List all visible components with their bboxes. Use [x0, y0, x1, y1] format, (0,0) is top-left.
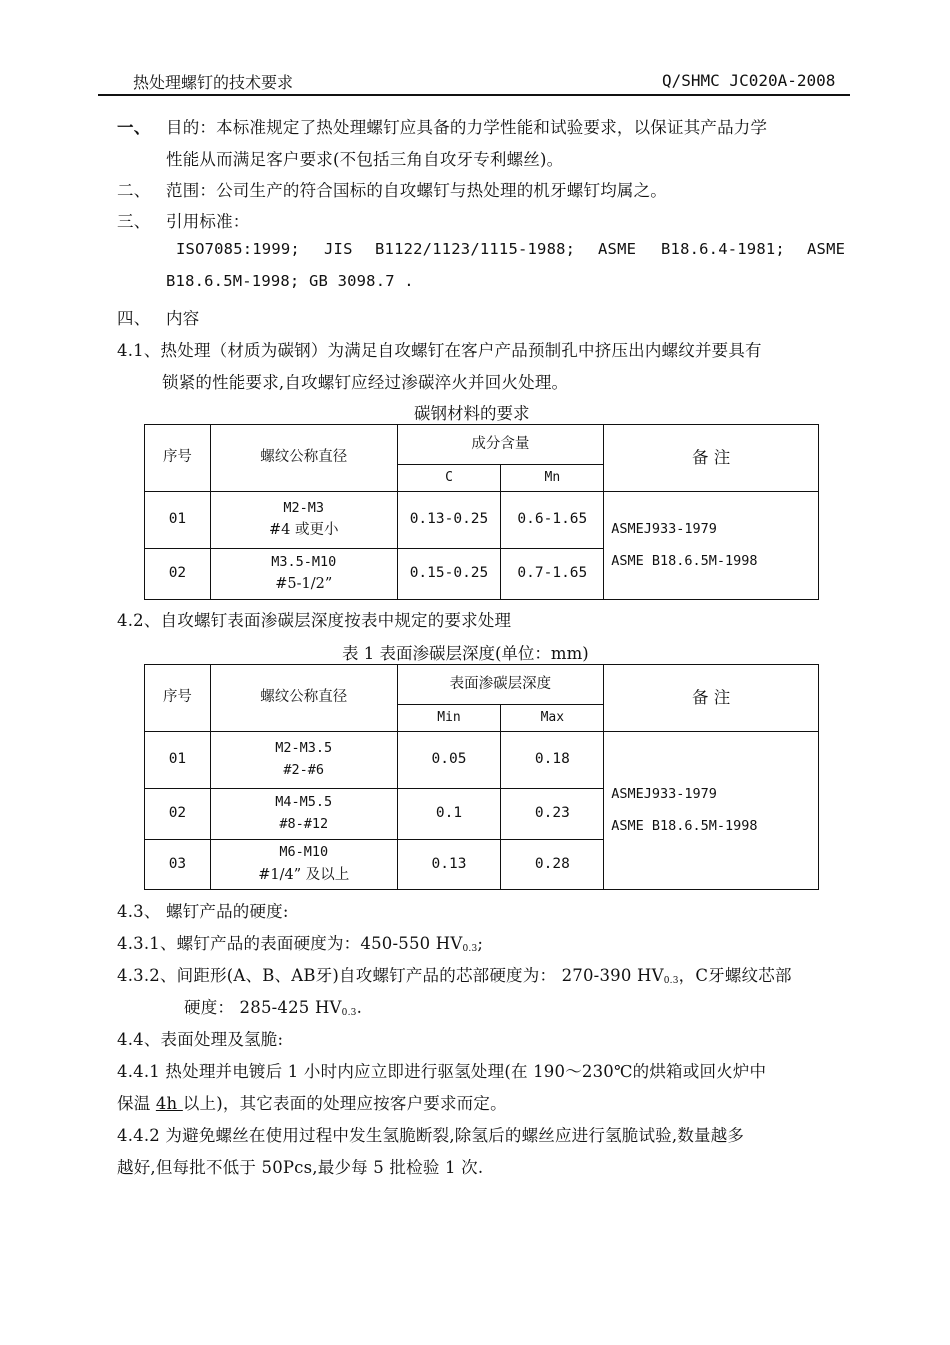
- table-row: [145, 732, 819, 789]
- paragraph-4-1-cont: 锁紧的性能要求,自攻螺钉应经过渗碳淬火并回火处理。: [162, 373, 569, 392]
- diameter-metric: M6-M10: [279, 844, 329, 861]
- cell-note: [604, 492, 819, 600]
- hv-subscript: 0.3: [663, 976, 679, 986]
- note-standard: ASME B18.6.5M-1998: [611, 817, 758, 834]
- diameter-imperial: #5-1/2”: [275, 576, 333, 593]
- hv-subscript: 0.3: [341, 1008, 357, 1018]
- punctuation: .: [356, 998, 363, 1017]
- cell-mn: 0.7-1.65: [501, 549, 604, 600]
- table-row: [145, 492, 819, 549]
- core-hardness-text-cont: ，C牙螺纹芯部: [678, 966, 792, 985]
- surface-hardness-text: 4.3.1、螺钉产品的表面硬度为：450-550 HV: [117, 934, 463, 953]
- header-diameter: 螺纹公称直径: [210, 425, 397, 492]
- cell-mn: 0.6-1.65: [501, 492, 604, 549]
- cell-diameter: [210, 840, 397, 890]
- cell-seq: 01: [145, 492, 211, 549]
- diameter-metric: M2-M3.5: [275, 740, 333, 757]
- paragraph-4-4-2-cont: 越好,但每批不低于 50Pcs,最少每 5 批检验 1 次.: [117, 1158, 484, 1177]
- cell-diameter: [210, 549, 397, 600]
- cell-seq: 01: [145, 732, 211, 789]
- paragraph-4-3-1: [117, 930, 483, 954]
- content-heading: 内容: [166, 309, 200, 328]
- reference-item: B18.6.4-1981;: [661, 240, 785, 258]
- header-note: 备 注: [604, 425, 819, 492]
- header-diameter: 螺纹公称直径: [210, 665, 397, 732]
- diameter-metric: M3.5-M10: [271, 553, 337, 570]
- reference-item: ASME: [598, 240, 637, 258]
- carburized-depth-table: [144, 664, 819, 890]
- note-standard: ASME B18.6.5M-1998: [611, 552, 758, 569]
- purpose-text-cont: 性能从而满足客户要求(不包括三角自攻牙专利螺丝)。: [166, 150, 564, 169]
- text: 保温: [117, 1094, 156, 1113]
- diameter-imperial: #8-#12: [279, 816, 329, 832]
- table-caption: 表 1 表面渗碳层深度(单位：mm): [342, 644, 589, 663]
- doc-title: 热处理螺钉的技术要求: [133, 73, 294, 92]
- note-standard: ASMEJ933-1979: [611, 521, 717, 538]
- scope-text: 范围：公司生产的符合国标的自攻螺钉与热处理的机牙螺钉均属之。: [166, 181, 667, 200]
- cell-note: [604, 732, 819, 890]
- header-min: Min: [397, 705, 501, 732]
- cell-min: 0.05: [397, 732, 501, 789]
- cell-min: 0.13: [397, 840, 501, 890]
- paragraph-4-4: 4.4、表面处理及氢脆:: [117, 1030, 284, 1049]
- cell-seq: 02: [145, 549, 211, 600]
- paragraph-4-3: 4.3、 螺钉产品的硬度:: [117, 902, 289, 921]
- header-rule: [98, 94, 850, 96]
- text: 以上)，其它表面的处理应按客户要求而定。: [182, 1094, 507, 1113]
- carbon-steel-table: [144, 424, 819, 600]
- doc-code: Q/SHMC JC020A-2008: [662, 71, 836, 90]
- c-thread-hardness: 硬度： 285-425 HV: [184, 998, 342, 1017]
- cell-diameter: [210, 492, 397, 549]
- header-mn: Mn: [501, 465, 604, 492]
- diameter-imperial: #2-#6: [283, 762, 325, 778]
- diameter-metric: M4-M5.5: [275, 794, 333, 811]
- section-number: 三、: [117, 212, 151, 231]
- diameter-imperial: #1/4” 及以上: [258, 866, 350, 883]
- section-number: 一、: [117, 118, 151, 137]
- reference-item: B1122/1123/1115-1988;: [375, 240, 576, 258]
- purpose-text: 目的：本标准规定了热处理螺钉应具备的力学性能和试验要求，以保证其产品力学: [166, 118, 768, 137]
- references-heading: 引用标准：: [166, 212, 250, 231]
- diameter-metric: M2-M3: [283, 499, 325, 516]
- paragraph-4-2: 4.2、自攻螺钉表面渗碳层深度按表中规定的要求处理: [117, 611, 512, 630]
- hv-subscript: 0.3: [462, 944, 478, 954]
- cell-diameter: [210, 789, 397, 840]
- paragraph-4-1: 4.1、热处理（材质为碳钢）为满足自攻螺钉在客户产品预制孔中挤压出内螺纹并要具有: [117, 341, 762, 360]
- paragraph-4-3-2: [117, 962, 792, 986]
- cell-diameter: [210, 732, 397, 789]
- header-c: C: [397, 465, 501, 492]
- paragraph-4-4-1-cont: [117, 1090, 507, 1114]
- header-composition: 成分含量: [397, 425, 604, 465]
- cell-max: 0.18: [501, 732, 604, 789]
- reference-item: B18.6.5M-1998; GB 3098.7 .: [166, 272, 414, 290]
- header-max: Max: [501, 705, 604, 732]
- underlined-duration: 4h: [155, 1094, 183, 1113]
- reference-item: ISO7085:1999;: [176, 240, 300, 258]
- cell-c: 0.15-0.25: [397, 549, 501, 600]
- section-number: 四、: [117, 309, 151, 328]
- cell-max: 0.23: [501, 789, 604, 840]
- reference-item: ASME: [807, 240, 846, 258]
- header-seq: 序号: [145, 425, 211, 492]
- paragraph-4-4-2: 4.4.2 为避免螺丝在使用过程中发生氢脆断裂,除氢后的螺丝应进行氢脆试验,数量越多: [117, 1126, 745, 1145]
- cell-seq: 03: [145, 840, 211, 890]
- table-caption: 碳钢材料的要求: [414, 404, 530, 423]
- cell-c: 0.13-0.25: [397, 492, 501, 549]
- paragraph-4-3-2-cont: [184, 994, 362, 1018]
- cell-max: 0.28: [501, 840, 604, 890]
- section-number: 二、: [117, 181, 151, 200]
- note-standard: ASMEJ933-1979: [611, 786, 717, 803]
- reference-item: JIS: [324, 240, 353, 258]
- core-hardness-text: 4.3.2、间距形(A、B、AB牙)自攻螺钉产品的芯部硬度为： 270-390 HV: [117, 966, 664, 985]
- header-seq: 序号: [145, 665, 211, 732]
- header-note: 备 注: [604, 665, 819, 732]
- cell-seq: 02: [145, 789, 211, 840]
- punctuation: ;: [477, 934, 484, 953]
- cell-min: 0.1: [397, 789, 501, 840]
- diameter-imperial: #4 或更小: [268, 522, 339, 539]
- header-depth: 表面渗碳层深度: [397, 665, 604, 705]
- paragraph-4-4-1: 4.4.1 热处理并电镀后 1 小时内应立即进行驱氢处理(在 190～230℃的烘箱或回火炉中: [117, 1062, 767, 1081]
